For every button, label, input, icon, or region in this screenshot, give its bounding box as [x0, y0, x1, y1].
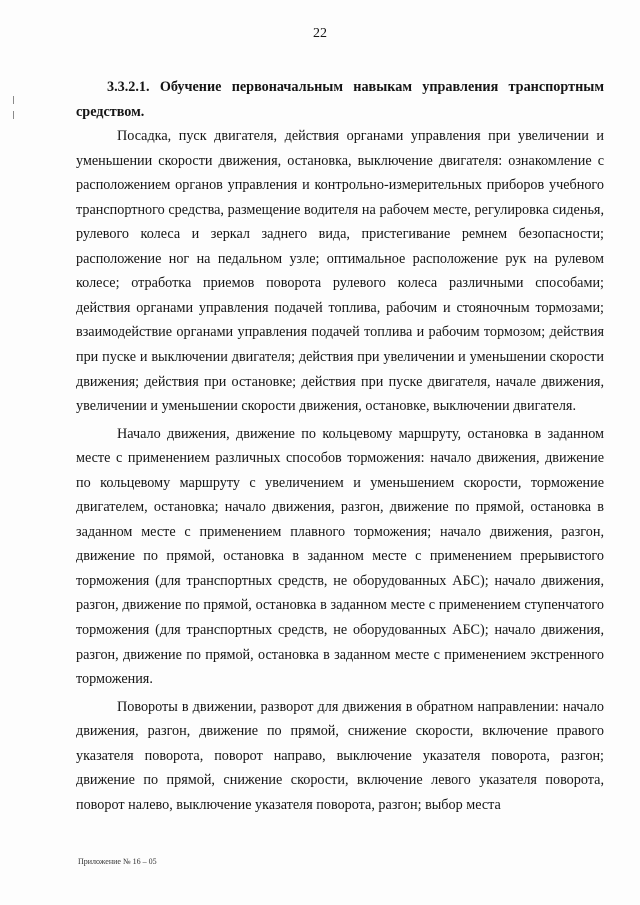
- body-text: [76, 75, 604, 817]
- scan-margin-mark: [13, 96, 14, 104]
- footer-note: Приложение № 16 – 05: [78, 857, 157, 866]
- scan-margin-mark: [13, 111, 14, 119]
- page-number: 22: [313, 26, 327, 41]
- paragraph: Повороты в движении, разворот для движения в обратном направлении: начало движения, разгон, движение по прямой, снижение скорости, включение правого указателя поворота, поворот направо, выключение указателя поворота, разгон; движение по прямой, снижение скорости, включение левого указателя поворота, поворот налево, выключение указателя поворота, разгон; выбор места: [76, 698, 604, 813]
- paragraph: Начало движения, движение по кольцевому маршруту, остановка в заданном месте с применением различных способов торможения: начало движения, движение по кольцевому маршруту с увеличением и уменьшением скорости, торможение двигателем, остановка; начало движения, разгон, движение по прямой, остановка в заданном месте с применением плавного торможения; начало движения, разгон, движение по прямой, остановка в заданном месте с применением прерывистого торможения (для транспортных средств, не оборудованных АБС); начало движения, разгон, движение по прямой, остановка в заданном месте с применением ступенчатого торможения (для транспортных средств, не оборудованных АБС); начало движения, разгон, движение по прямой, остановка в заданном месте с применением экстренного торможения.: [76, 425, 604, 688]
- section-heading: 3.3.2.1. Обучение первоначальным навыкам управления транспортным средством.: [76, 79, 604, 120]
- paragraph: Посадка, пуск двигателя, действия органами управления при увеличении и уменьшении скорости движения, остановка, выключение двигателя: ознакомление с расположением органов управления и контрольно-измерительных приборов учебного транспортного средства, размещение водителя на рабочем месте, регулировка сиденья, рулевого колеса и зеркал заднего вида, пристегивание ремнем безопасности; расположение ног на педальном узле; оптимальное расположение рук на рулевом колесе; отработка приемов поворота рулевого колеса различными способами; действия органами управления подачей топлива, рабочим и стояночным тормозами; взаимодействие органами управления подачей топлива и рабочим тормозом; действия при пуске и выключении двигателя; действия при увеличении и уменьшении скорости движения; действия при остановке; действия при пуске двигателя, начале движения, увеличении и уменьшении скорости движения, остановке, выключении двигателя.: [76, 128, 604, 415]
